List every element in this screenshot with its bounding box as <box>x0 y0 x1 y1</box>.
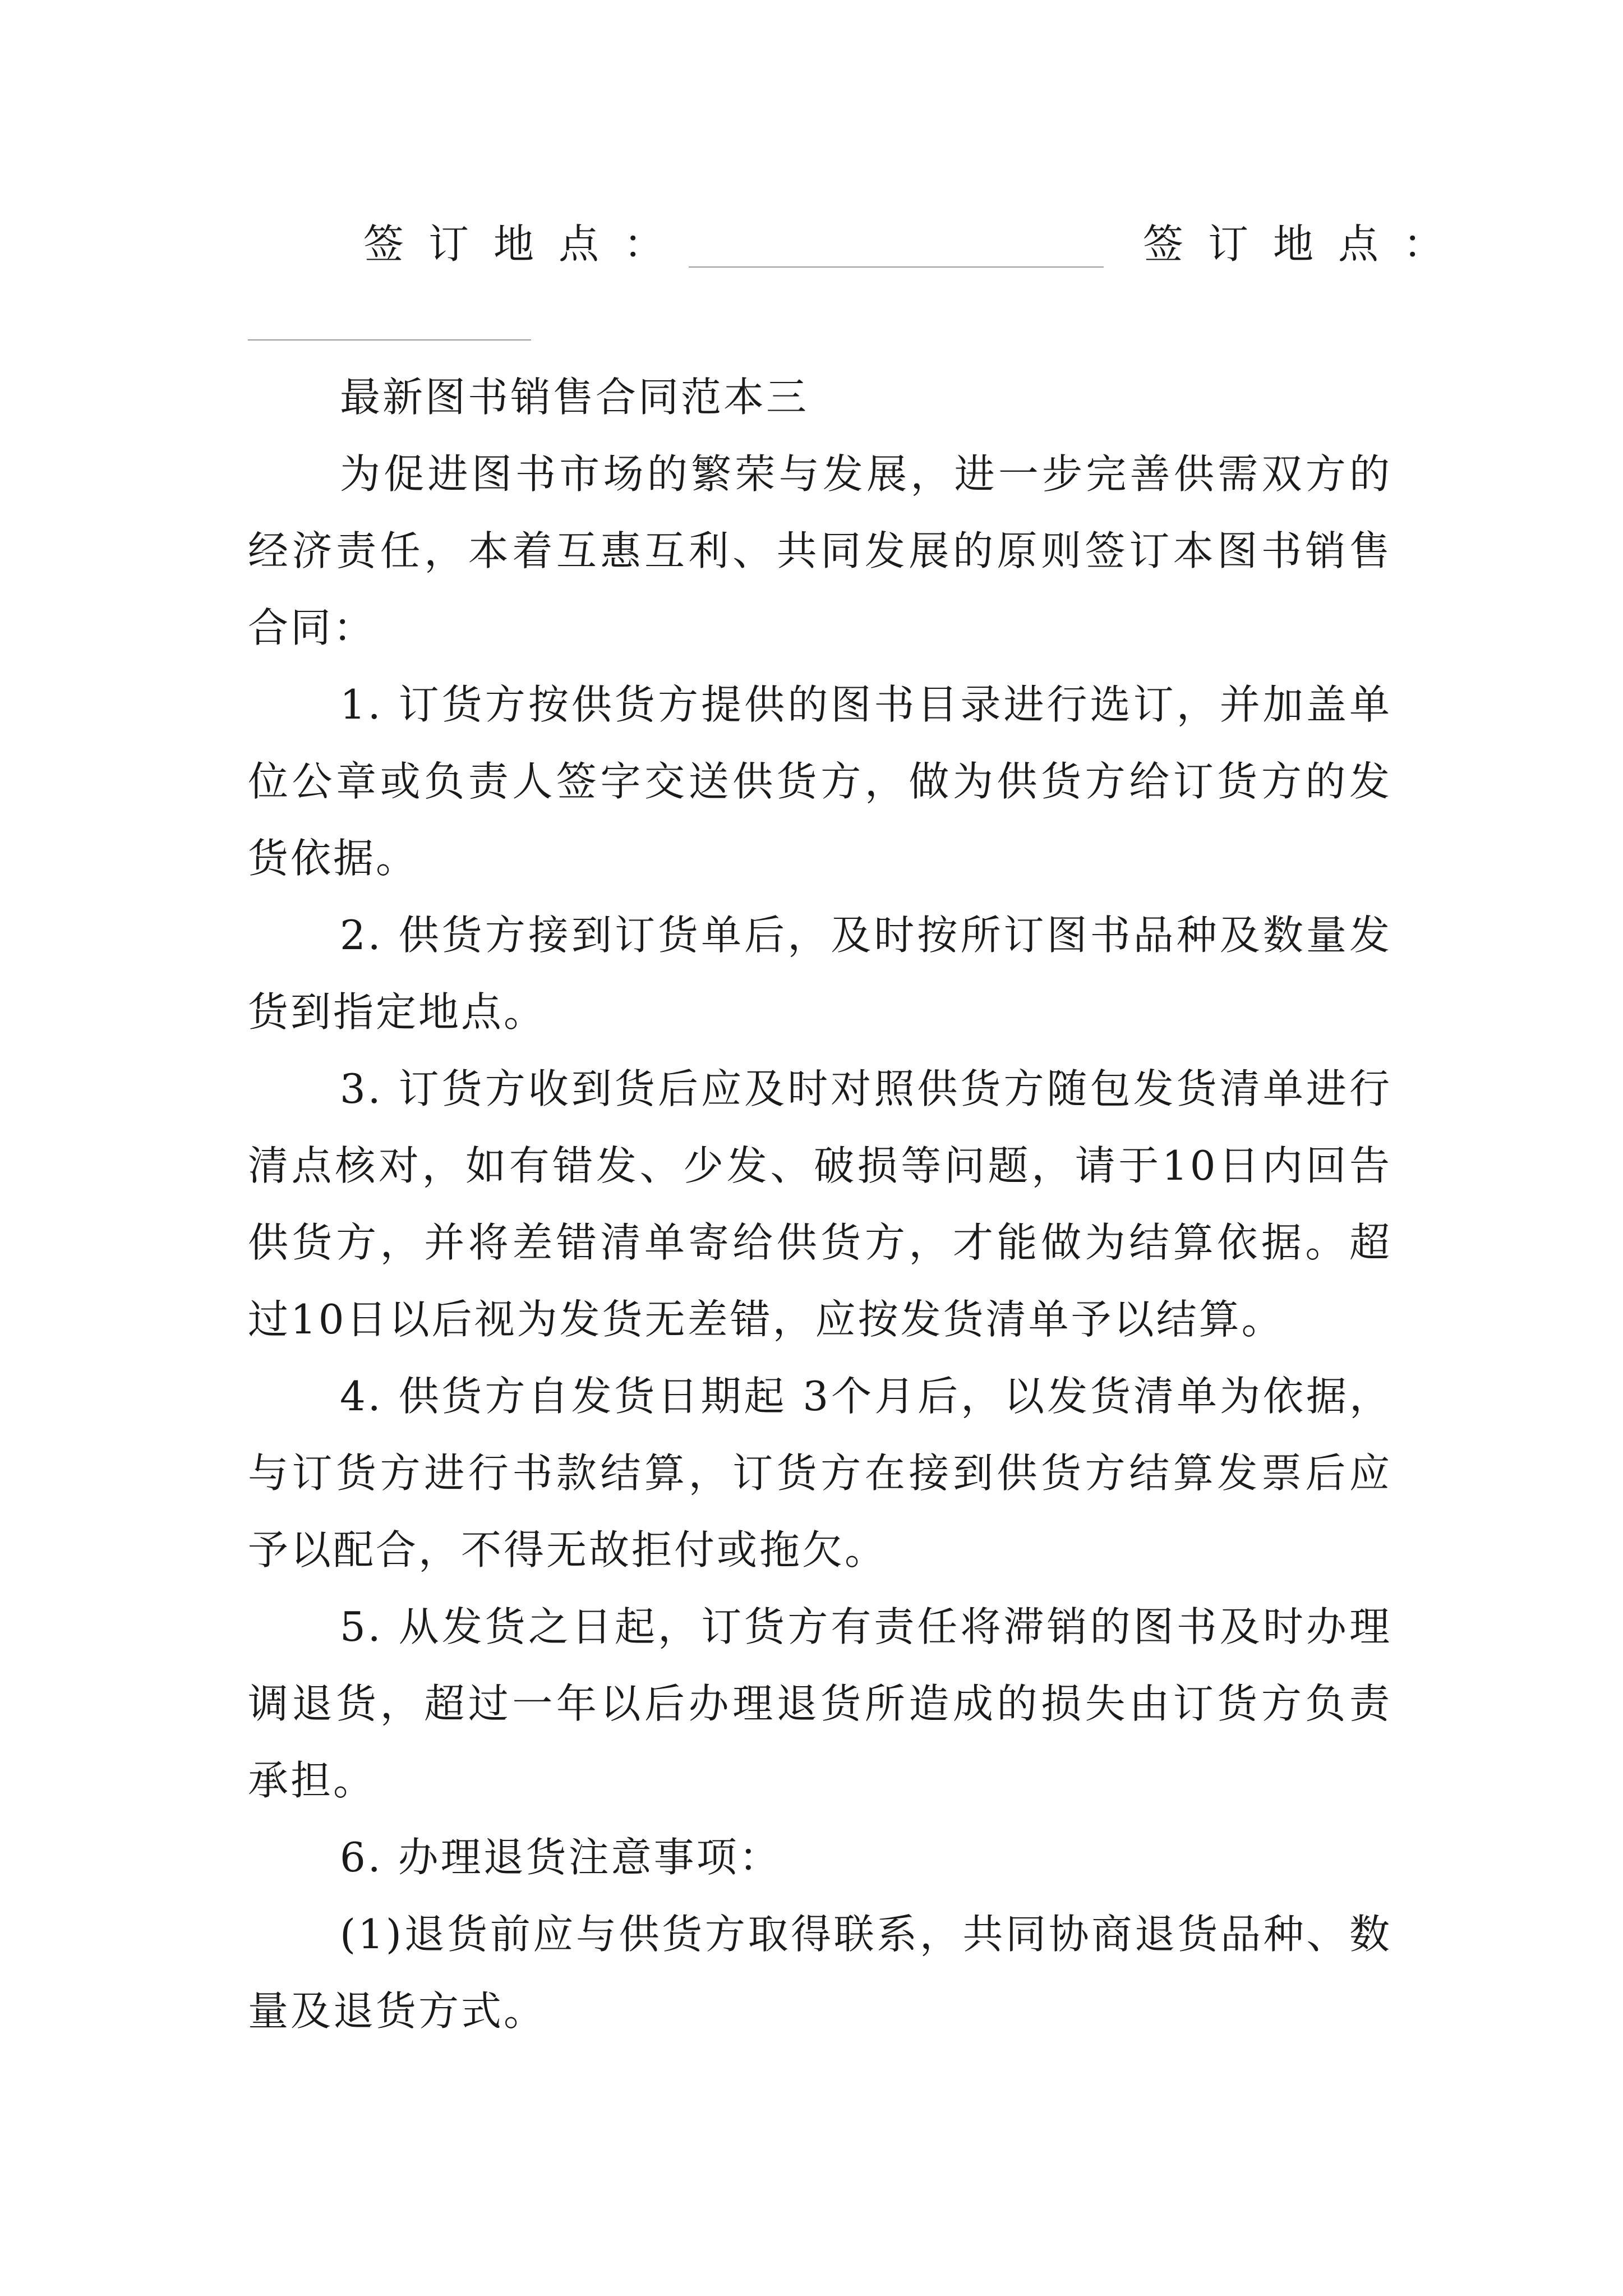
clause-1: 1. 订货方按供货方提供的图书目录进行选订，并加盖单位公章或负责人签字交送供货方，做为供货方给订货方的发货依据。 <box>248 681 1392 882</box>
clause-6: 6. 办理退货注意事项： <box>340 1834 782 1881</box>
signing-location-label-left: 签订地点： <box>363 220 689 268</box>
intro-paragraph: 为促进图书市场的繁荣与发展，进一步完善供需双方的经济责任，本着互惠互利、共同发展的原则签订本图书销售合同： <box>248 450 1392 651</box>
clause-3: 3. 订货方收到货后应及时对照供货方随包发货清单进行清点核对，如有错发、少发、破损等问题，请于10日内回告供货方，并将差错清单寄给供货方，才能做为结算依据。超过10日以后视为发货无差错，应按发货清单予以结算。 <box>248 1065 1392 1343</box>
signing-location-blank-right <box>248 300 531 341</box>
clause-5: 5. 从发货之日起，订货方有责任将滞销的图书及时办理调退货，超过一年以后办理退货所造成的损失由订货方负责承担。 <box>248 1603 1392 1804</box>
signing-location-label-right: 签订地点： <box>1143 220 1469 268</box>
signing-location-row <box>363 216 1468 272</box>
contract-body <box>248 359 1392 2050</box>
sub-clause-1: (1)退货前应与供货方取得联系，共同协商退货品种、数量及退货方式。 <box>248 1911 1392 2035</box>
section-title: 最新图书销售合同范本三 <box>340 374 809 421</box>
clause-4: 4. 供货方自发货日期起 3个月后，以发货清单为依据，与订货方进行书款结算，订货方在接到供货方结算发票后应予以配合，不得无故拒付或拖欠。 <box>248 1373 1392 1573</box>
signing-location-blank-left <box>689 227 1104 268</box>
clause-2: 2. 供货方接到订货单后，及时按所订图书品种及数量发货到指定地点。 <box>248 912 1392 1036</box>
